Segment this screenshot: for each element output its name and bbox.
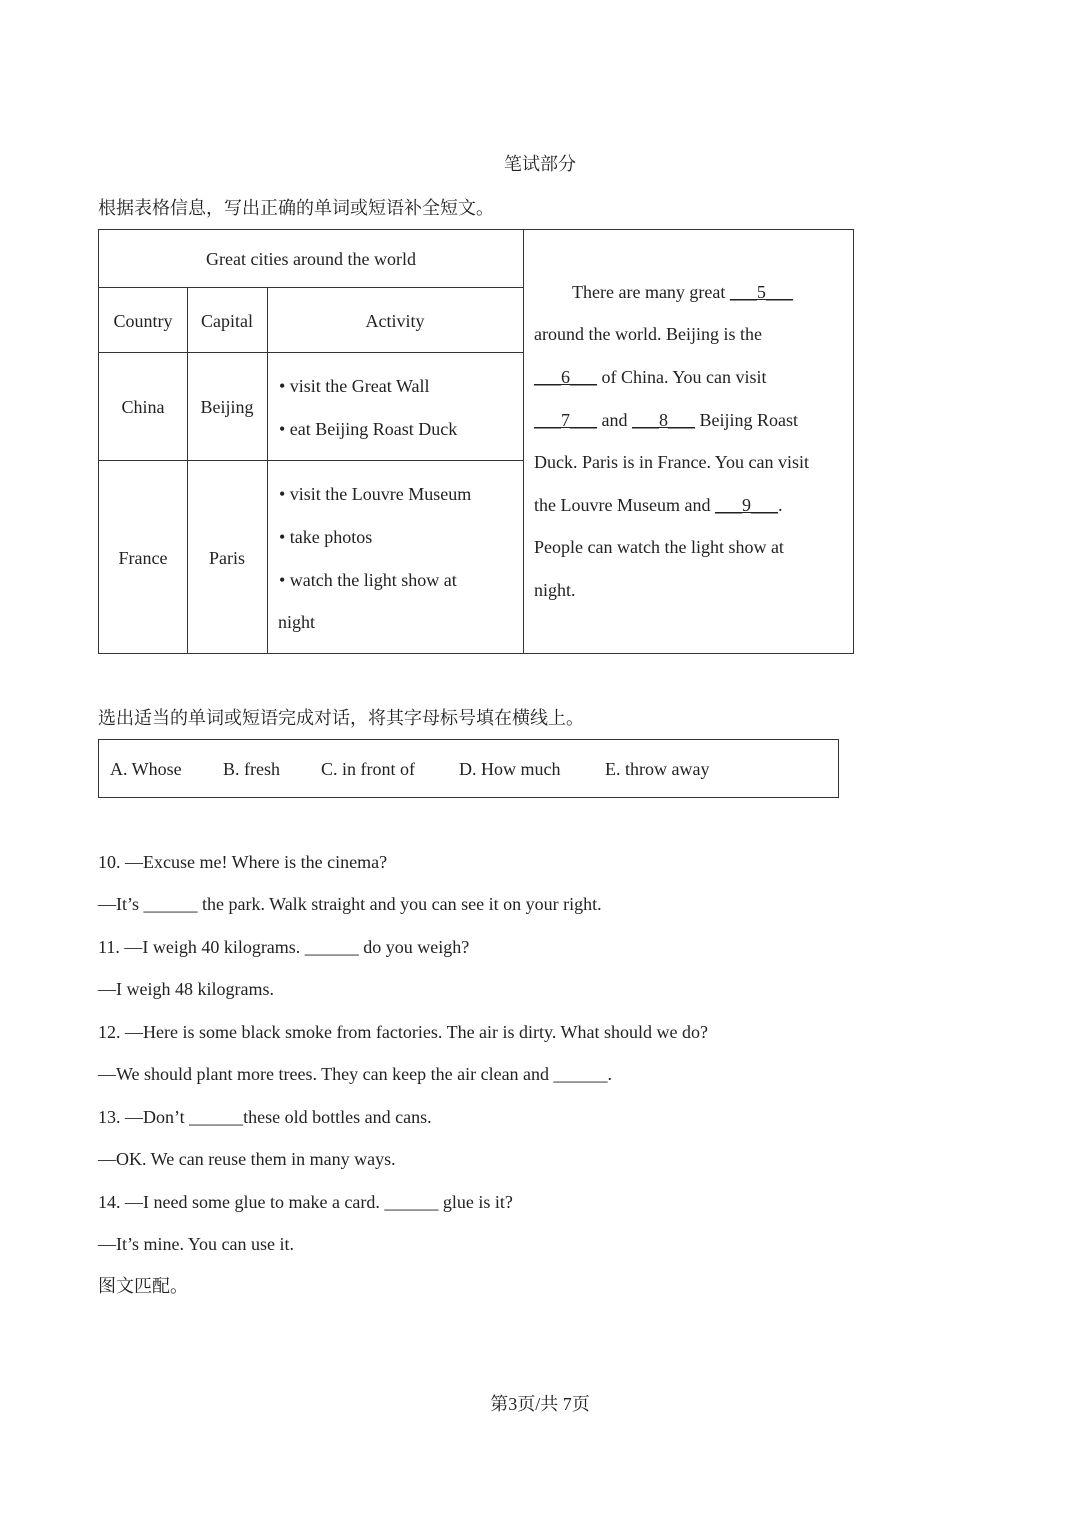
passage-line: the Louvre Museum and ___9___.: [534, 495, 783, 515]
activity-item: night: [278, 612, 316, 632]
blank-9: ___9___: [714, 495, 778, 515]
passage-line: Duck. Paris is in France. You can visit: [534, 452, 809, 472]
passage-line: around the world. Beijing is the: [534, 324, 762, 344]
blank-6: ___6___: [534, 367, 597, 387]
table-rule: [267, 287, 268, 653]
activity-item: • visit the Louvre Museum: [279, 484, 472, 504]
option-d: D. How much: [459, 759, 561, 779]
activity-item: • watch the light show at: [279, 570, 457, 590]
page-title: 笔试部分: [504, 154, 576, 174]
dialogue-line: —We should plant more trees. They can keep the air clean and ______.: [98, 1064, 613, 1084]
row-france-country: France: [118, 548, 168, 568]
cities-table: [98, 229, 854, 654]
section1-instruction: 根据表格信息，写出正确的单词或短语补全短文。: [98, 198, 494, 218]
dialogue-line: 12. —Here is some black smoke from factories. The air is dirty. What should we do?: [98, 1022, 709, 1042]
table-rule: [99, 352, 523, 353]
dialogue-line: —It’s ______ the park. Walk straight and you can see it on your right.: [98, 894, 602, 914]
dialogue-line: —It’s mine. You can use it.: [98, 1234, 294, 1254]
dialogue-line: 11. —I weigh 40 kilograms. ______ do you weigh?: [98, 937, 470, 957]
table-rule: [99, 287, 523, 288]
passage-line: There are many great ___5___: [572, 282, 793, 302]
word-bank-box: [98, 739, 839, 798]
dialogue-line: 13. —Don’t ______these old bottles and cans.: [98, 1107, 432, 1127]
dialogue-line: 14. —I need some glue to make a card. ______ glue is it?: [98, 1192, 513, 1212]
row-china-country: China: [121, 397, 165, 417]
section2-instruction: 选出适当的单词或短语完成对话，将其字母标号填在横线上。: [98, 708, 584, 728]
option-c: C. in front of: [321, 759, 415, 779]
option-e: E. throw away: [605, 759, 710, 779]
blank-7: ___7___: [534, 410, 597, 430]
passage-line: night.: [534, 580, 576, 600]
header-activity: Activity: [365, 311, 425, 331]
option-a: A. Whose: [110, 759, 182, 779]
row-france-capital: Paris: [209, 548, 245, 568]
section3-instruction: 图文匹配。: [98, 1276, 188, 1296]
blank-8: ___8___: [632, 410, 695, 430]
header-country: Country: [113, 311, 173, 331]
dialogue-line: —I weigh 48 kilograms.: [98, 979, 274, 999]
dialogue-line: 10. —Excuse me! Where is the cinema?: [98, 852, 388, 872]
passage-line: ___7___ and ___8___ Beijing Roast: [534, 410, 798, 430]
activity-item: • visit the Great Wall: [279, 376, 430, 396]
passage-line: People can watch the light show at: [534, 537, 784, 557]
table-rule: [187, 287, 188, 653]
table-divider: [523, 230, 524, 653]
page-footer: 第3页/共 7页: [490, 1394, 590, 1414]
row-china-capital: Beijing: [200, 397, 254, 417]
table-caption: Great cities around the world: [206, 249, 416, 269]
activity-item: • take photos: [279, 527, 373, 547]
header-capital: Capital: [201, 311, 253, 331]
dialogue-line: —OK. We can reuse them in many ways.: [98, 1149, 396, 1169]
passage-line: ___6___ of China. You can visit: [534, 367, 767, 387]
blank-5: ___5___: [729, 282, 793, 302]
table-rule: [99, 460, 523, 461]
activity-item: • eat Beijing Roast Duck: [279, 419, 458, 439]
option-b: B. fresh: [223, 759, 280, 779]
